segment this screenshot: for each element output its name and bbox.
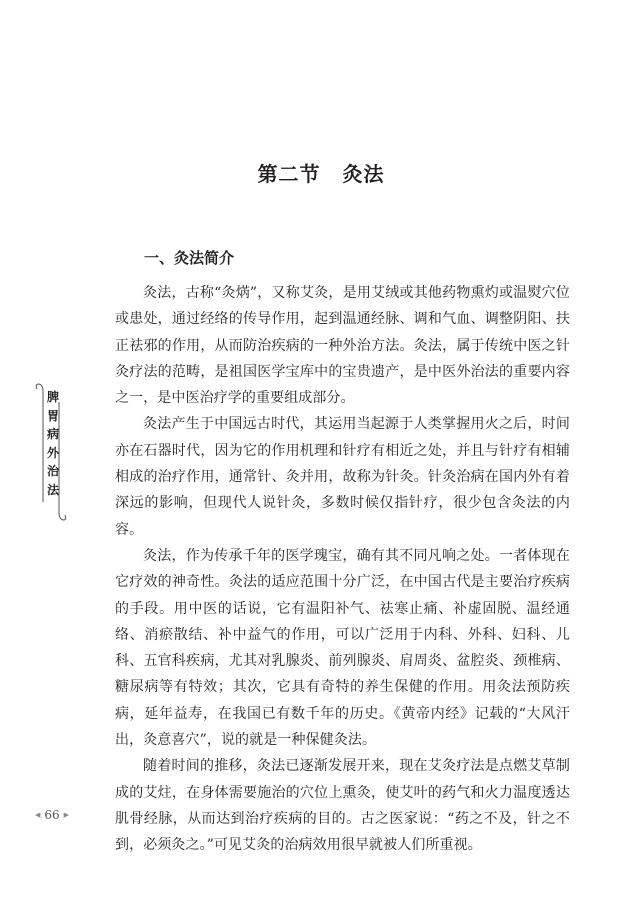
page-number — [35, 808, 69, 822]
paragraph: 随着时间的推移，灸法已逐渐发展开来，现在艾灸疗法是点燃艾草制成的艾炷，在身体需要施治的穴位上熏灸，使艾叶的药气和火力温度透达肌骨经脉，从而达到治疗疾病的目的。古之医家说：“药之不及，针之不到，必须灸之。”可见艾灸的治病效用很早就被人们所重视。 — [115, 758, 570, 854]
triangle-left-icon: ◀ — [35, 811, 41, 819]
paragraph: 灸法产生于中国远古时代，其运用当起源于人类掌握用火之后，时间亦在石器时代，因为它的作用机理和针疗有相近之处，并且与针疗有相辅相成的治疗作用，通常针、灸并用，故称为针灸。针灸治病在国内外有着深远的影响，但现代人说针灸，多数时候仅指针疗，很少包含灸法的内容。 — [115, 416, 570, 538]
page-number-value: 66 — [44, 808, 60, 822]
side-title-char: 法 — [46, 482, 59, 497]
side-title-char: 外 — [46, 445, 59, 460]
paragraph: 灸法，古称“灸焫”，又称艾灸，是用艾绒或其他药物熏灼或温熨穴位或患处，通过经络的传导作用，起到温通经脉、调和气血、调整阴阳、扶正祛邪的作用，从而防治疾病的一种外治方法。灸法，属于传统中医之针灸疗法的范畴，是祖国医学宝库中的宝贵遗产，是中医外治法的重要内容之一，是中医治疗学的重要组成部分。 — [115, 285, 570, 407]
body-text — [115, 280, 570, 859]
triangle-right-icon: ▶ — [63, 811, 70, 819]
book-title-vertical — [45, 388, 61, 499]
paragraph: 灸法，作为传承千年的医学瑰宝，确有其不同凡响之处。一者体现在它疗效的神奇性。灸法的适应范围十分广泛，在中国古代是主要治疗疾病的手段。用中医的话说，它有温阳补气、祛寒止痛、补虚固脱、温经通络、消瘀散结、补中益气的作用，可以广泛用于内科、外科、妇科、儿科、五官科疾病，尤其对乳腺炎、前列腺炎、肩周炎、盆腔炎、颈椎病、糖尿病等有特效；其次，它具有奇特的养生保健的作用。用灸法预防疾病，延年益寿，在我国已有数千年的历史。《黄帝内经》记载的“大风汗出，灸意喜穴”，说的就是一种保健灸法。 — [115, 547, 570, 749]
section-title — [0, 158, 642, 187]
side-title-char: 胃 — [46, 408, 59, 423]
section-number: 第二节 — [257, 162, 321, 186]
side-title-char: 脾 — [46, 390, 59, 404]
section-name: 灸法 — [342, 162, 385, 186]
side-title-char: 病 — [46, 427, 59, 441]
book-title-side-tab — [34, 382, 68, 524]
side-title-char: 治 — [46, 464, 59, 478]
subsection-heading: 一、灸法简介 — [144, 249, 235, 267]
